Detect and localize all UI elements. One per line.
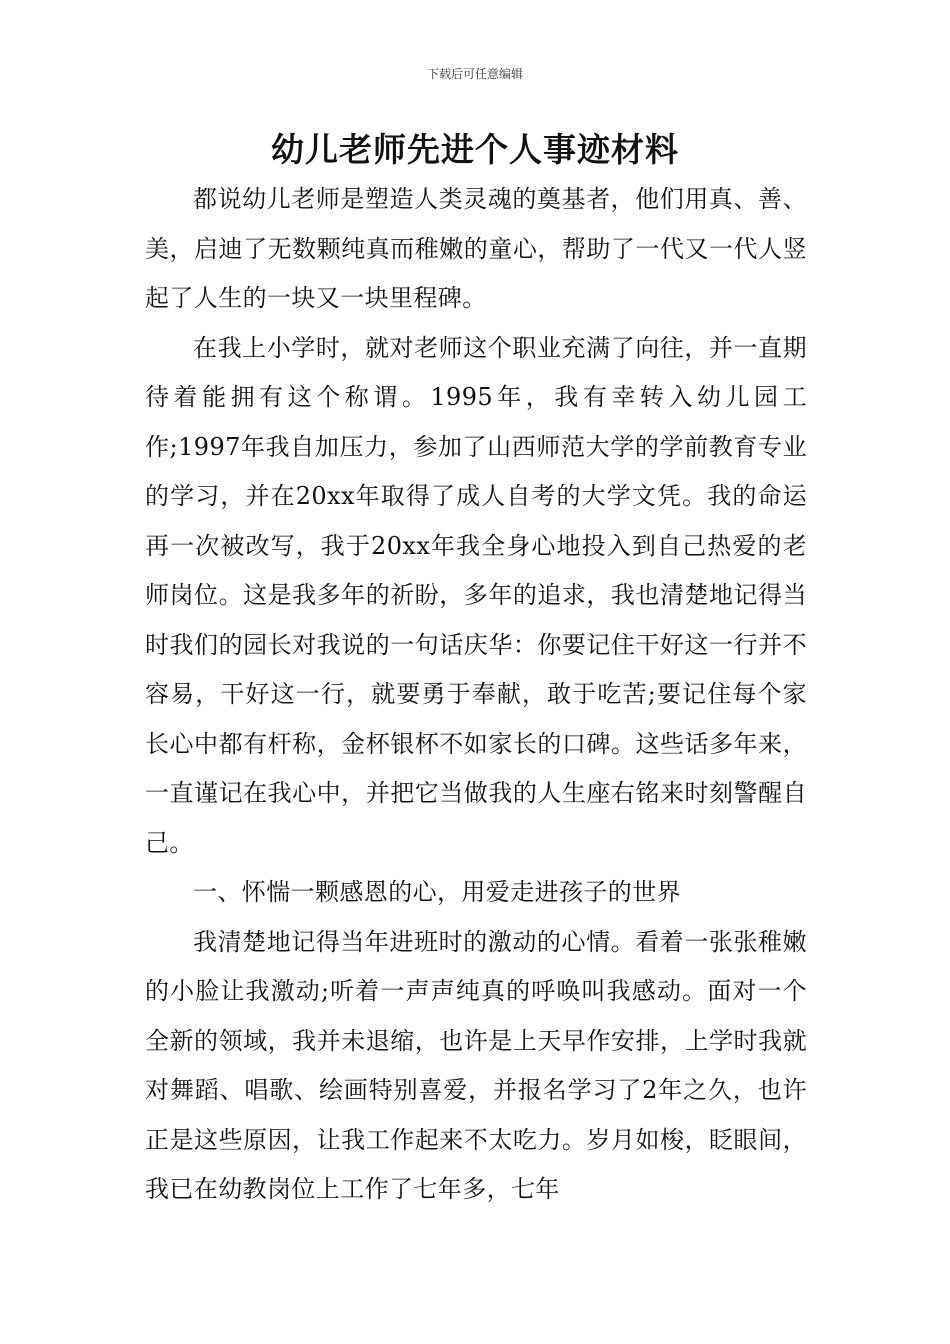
paragraph-memory: 我清楚地记得当年进班时的激动的心情。看着一张张稚嫩的小脸让我激动;听着一声声纯真的呼唤叫我感动。面对一个全新的领域，我并未退缩，也许是上天早作安排，上学时我就对舞蹈、唱歌、绘画特别喜爱，并报名学习了2年之久，也许正是这些原因，让我工作起来不太吃力。岁月如梭，眨眼间，我已在幼教岗位上工作了七年多，七年 — [145, 927, 807, 1203]
header-note: 下载后可任意编辑 — [426, 67, 523, 81]
document-title: 幼儿老师先进个人事迹材料 — [271, 130, 679, 169]
paragraph-intro: 都说幼儿老师是塑造人类灵魂的奠基者，他们用真、善、美，启迪了无数颗纯真而稚嫩的童心，帮助了一代又一代人竖起了人生的一块又一块里程碑。 — [145, 185, 807, 312]
document-body — [145, 175, 807, 1215]
section-heading-1: 一、怀惴一颗感恩的心，用爱走进孩子的世界 — [193, 878, 681, 906]
paragraph-career: 在我上小学时，就对老师这个职业充满了向往，并一直期待着能拥有这个称谓。1995年，我有幸转入幼儿园工作;1997年我自加压力，参加了山西师范大学的学前教育专业的学习，并在20xx年取得了成人自考的大学文凭。我的命运再一次被改写，我于20xx年我全身心地投入到自己热爱的老师岗位。这是我多年的祈盼，多年的追求，我也清楚地记得当时我们的园长对我说的一句话庆华：你要记住干好这一行并不容易，干好这一行，就要勇于奉献，敢于吃苦;要记住每个家长心中都有杆称，金杯银杯不如家长的口碑。这些话多年来，一直谨记在我心中，并把它当做我的人生座右铭来时刻警醒自己。 — [145, 333, 807, 857]
